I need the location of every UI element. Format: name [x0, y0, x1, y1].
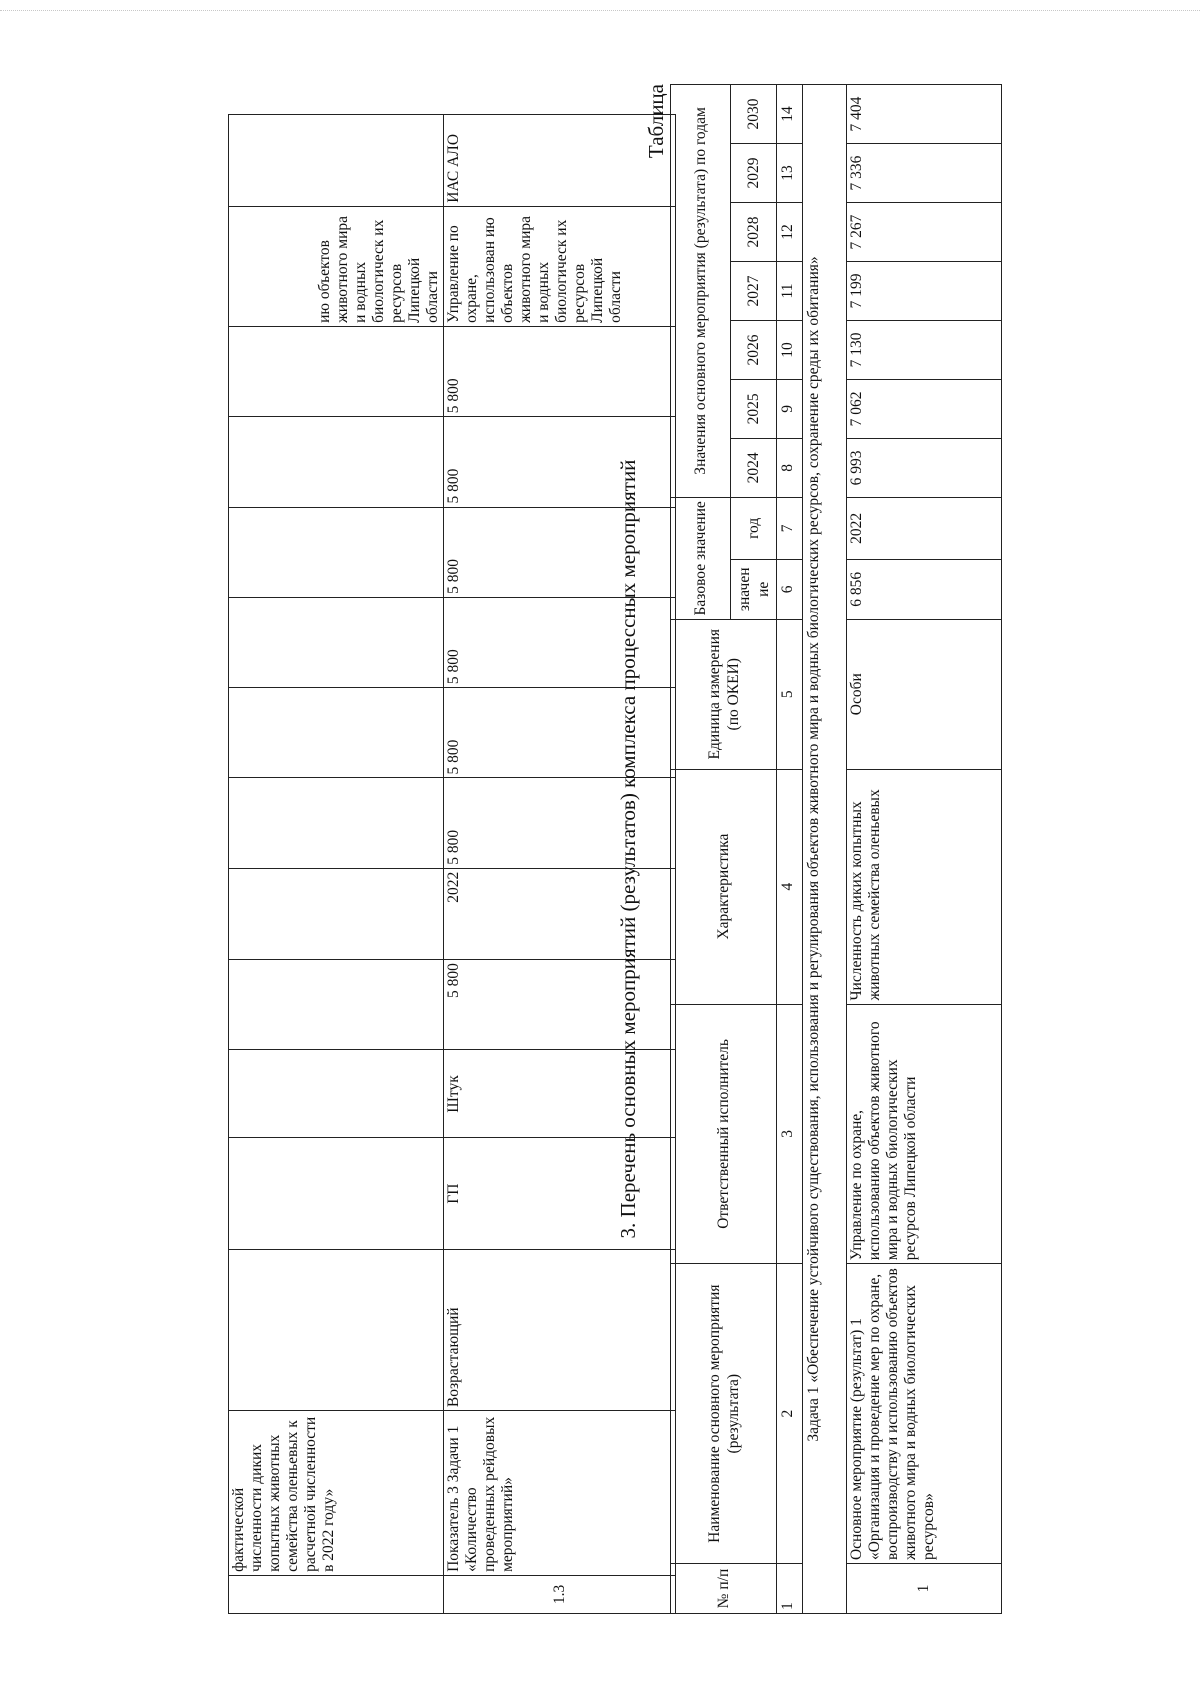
header-year: 2027 — [731, 261, 777, 320]
header-feature: Характеристика — [671, 769, 777, 1004]
header-year: 2024 — [731, 438, 777, 497]
activity-unit: Особи — [847, 619, 1002, 769]
col-number: 10 — [777, 320, 803, 379]
cont-num — [229, 1575, 444, 1613]
activity-value: 7 336 — [847, 143, 1002, 202]
header-year: 2025 — [731, 379, 777, 438]
header-base-year: год — [731, 497, 777, 559]
header-row-1 — [671, 84, 731, 1613]
col-number: 5 — [777, 619, 803, 769]
value-cell: 5 800 — [444, 597, 676, 687]
activity-value: 6 993 — [847, 438, 1002, 497]
base-value: 5 800 — [444, 959, 676, 1049]
row-number: 1.3 — [444, 1575, 676, 1613]
value-cell: 5 800 — [444, 777, 676, 867]
value-cell: 5 800 — [444, 416, 676, 506]
header-base: Базовое значение — [671, 497, 731, 619]
col-number: 12 — [777, 202, 803, 261]
base-year: 2022 — [444, 868, 676, 959]
activity-value: 7 130 — [847, 320, 1002, 379]
indicator-executor: Управление по охране, использован ию объектов животного мира и водных биологическ их ресурсов Липецкой области — [444, 206, 676, 326]
value-cell: 5 800 — [444, 687, 676, 777]
indicators-table — [228, 114, 676, 1614]
indicator-unit: Штук — [444, 1049, 676, 1137]
cont-name: фактической численности диких копытных животных семейства оленьевых к расчетной численности в 2022 году» — [229, 1410, 444, 1575]
col-number: 9 — [777, 379, 803, 438]
activity-row — [847, 84, 1002, 1613]
section-title: 3. Перечень основных мероприятий (результатов) комплекса процессных мероприятий — [616, 459, 640, 1238]
rotated-page — [95, 84, 1105, 1614]
activity-executor: Управление по охране, использованию объектов животного мира и водных биологических ресурсов Липецкой области — [847, 1004, 1002, 1264]
activity-base-value: 6 856 — [847, 559, 1002, 619]
header-name: Наименование основного мероприятия (результата) — [671, 1263, 777, 1563]
header-year: 2028 — [731, 202, 777, 261]
header-year: 2030 — [731, 84, 777, 143]
col-number: 3 — [777, 1004, 803, 1264]
page-edge — [0, 10, 1200, 11]
activity-name: Основное мероприятие (результат) 1 «Организация и проведение мер по охране, воспроизводству и использованию объектов животного мира и водных биологических ресурсов» — [847, 1263, 1002, 1563]
indicator-name: Показатель 3 Задачи 1 «Количество проведенных рейдовых мероприятий» — [444, 1410, 676, 1575]
value-cell: 5 800 — [444, 326, 676, 416]
header-year: 2026 — [731, 320, 777, 379]
activity-value: 7 199 — [847, 261, 1002, 320]
value-cell: 5 800 — [444, 507, 676, 597]
cont-executor: ию объектов животного мира и водных биологическ их ресурсов Липецкой области — [229, 206, 444, 326]
header-unit: Единица измерения (по ОКЕИ) — [671, 619, 777, 769]
column-number-row — [777, 84, 803, 1613]
activity-value: 7 062 — [847, 379, 1002, 438]
activity-base-year: 2022 — [847, 497, 1002, 559]
col-number: 2 — [777, 1263, 803, 1563]
table-caption: Таблица — [644, 83, 668, 158]
header-base-value: значен ие — [731, 559, 777, 619]
col-number: 11 — [777, 261, 803, 320]
activity-num: 1 — [847, 1563, 1002, 1613]
header-values: Значения основного мероприятия (результата) по годам — [671, 84, 731, 497]
activity-value: 7 267 — [847, 202, 1002, 261]
activity-feature: Численность диких копытных животных семейства оленьевых — [847, 769, 1002, 1004]
info-system: ИАС АЛО — [444, 114, 676, 206]
col-number: 7 — [777, 497, 803, 559]
header-executor: Ответственный исполнитель — [671, 1004, 777, 1264]
col-number: 8 — [777, 438, 803, 497]
col-number: 1 — [777, 1563, 803, 1613]
header-year: 2029 — [731, 143, 777, 202]
col-number: 14 — [777, 84, 803, 143]
col-number: 13 — [777, 143, 803, 202]
col-number: 4 — [777, 769, 803, 1004]
indicator-level: ГП — [444, 1137, 676, 1248]
task-text: Задача 1 «Обеспечение устойчивого существования, использования и регулирования объектов животного мира и водных биологических ресурсов, сохранение среды их обитания» — [803, 84, 847, 1613]
continuation-row — [229, 114, 444, 1613]
col-number: 6 — [777, 559, 803, 619]
indicator-trend: Возрастающий — [444, 1249, 676, 1410]
activity-value: 7 404 — [847, 84, 1002, 143]
activities-table — [670, 84, 1002, 1614]
header-num: № п/п — [671, 1563, 777, 1613]
task-row — [803, 84, 847, 1613]
